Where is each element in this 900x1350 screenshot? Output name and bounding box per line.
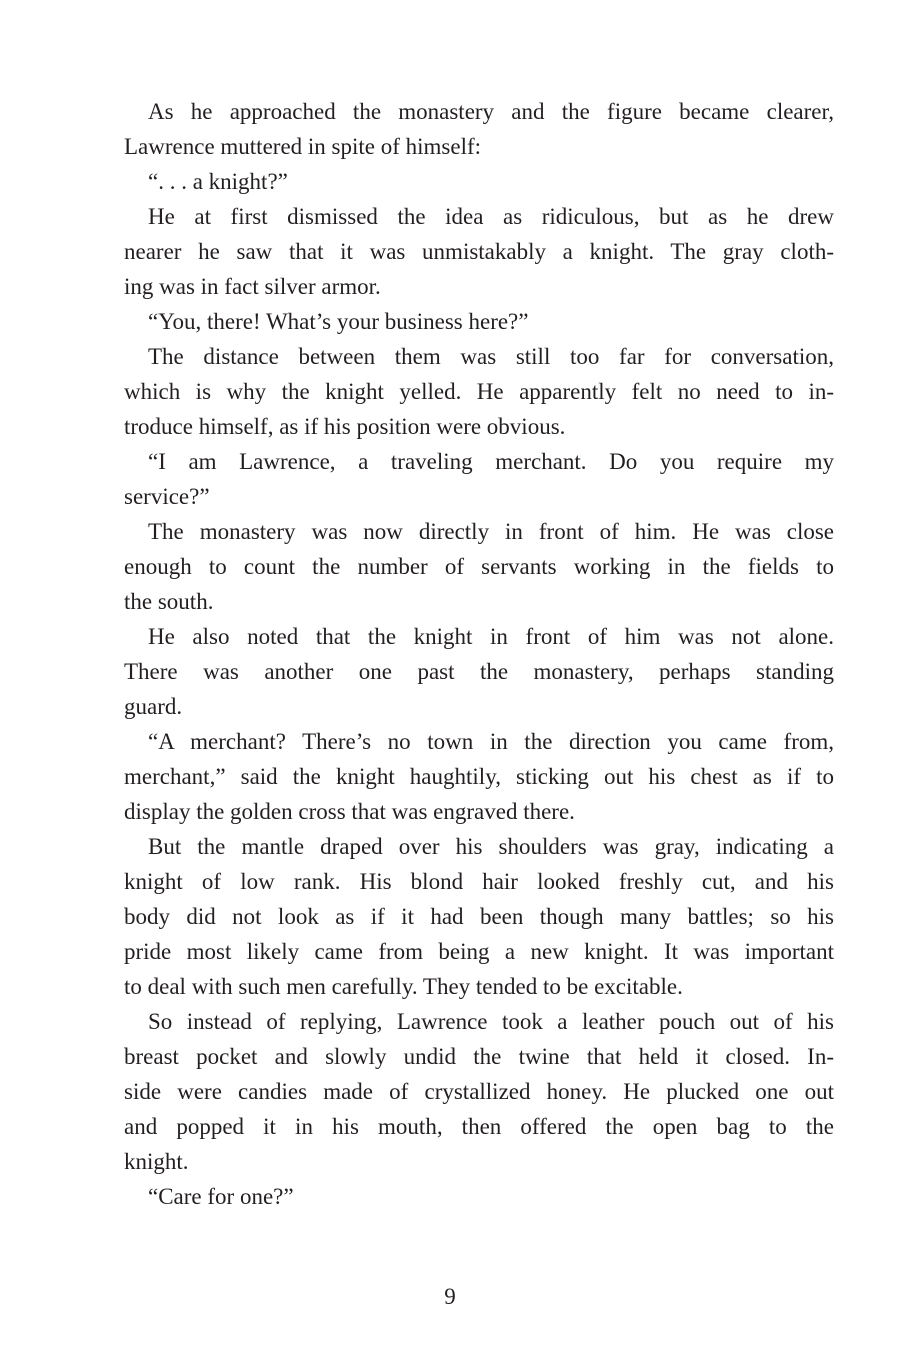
paragraph <box>124 444 834 514</box>
text-line: nearer he saw that it was unmistakably a knight. The gray cloth- <box>124 239 834 264</box>
text-line: breast pocket and slowly undid the twine that held it closed. In- <box>124 1044 834 1069</box>
text-line: As he approached the monastery and the figure became clearer, <box>148 99 834 124</box>
page-number: 9 <box>444 1284 456 1309</box>
text-line: “I am Lawrence, a traveling merchant. Do you require my <box>148 449 834 474</box>
text-line: There was another one past the monastery, perhaps standing <box>124 659 834 684</box>
text-line: body did not look as if it had been though many battles; so his <box>124 904 834 929</box>
text-line: troduce himself, as if his position were obvious. <box>124 414 566 439</box>
text-line: enough to count the number of servants working in the fields to <box>124 554 834 579</box>
text-line: knight. <box>124 1149 189 1174</box>
page-body-text <box>124 94 834 1214</box>
text-line: guard. <box>124 694 183 719</box>
text-line: the south. <box>124 589 214 614</box>
text-line: and popped it in his mouth, then offered the open bag to the <box>124 1114 834 1139</box>
paragraph <box>124 1179 834 1214</box>
paragraph <box>124 164 834 199</box>
text-line: He at first dismissed the idea as ridiculous, but as he drew <box>148 204 834 229</box>
text-line: service?” <box>124 484 210 509</box>
paragraph <box>124 829 834 1004</box>
text-line: “You, there! What’s your business here?” <box>148 309 529 334</box>
paragraph <box>124 724 834 829</box>
text-line: So instead of replying, Lawrence took a leather pouch out of his <box>148 1009 834 1034</box>
text-line: ing was in fact silver armor. <box>124 274 381 299</box>
paragraph <box>124 304 834 339</box>
text-line: The distance between them was still too far for conversation, <box>148 344 834 369</box>
paragraph <box>124 94 834 164</box>
text-line: “A merchant? There’s no town in the direction you came from, <box>148 729 834 754</box>
text-line: But the mantle draped over his shoulders was gray, indicating a <box>148 834 834 859</box>
text-line: knight of low rank. His blond hair looked freshly cut, and his <box>124 869 834 894</box>
text-line: Lawrence muttered in spite of himself: <box>124 134 482 159</box>
paragraph <box>124 1004 834 1179</box>
text-line: side were candies made of crystallized honey. He plucked one out <box>124 1079 834 1104</box>
text-line: pride most likely came from being a new knight. It was important <box>124 939 834 964</box>
text-line: The monastery was now directly in front of him. He was close <box>148 519 834 544</box>
text-line: “. . . a knight?” <box>148 169 288 194</box>
paragraph <box>124 514 834 619</box>
text-line: He also noted that the knight in front of him was not alone. <box>148 624 834 649</box>
text-line: which is why the knight yelled. He apparently felt no need to in- <box>124 379 834 404</box>
paragraph <box>124 619 834 724</box>
text-line: display the golden cross that was engraved there. <box>124 799 575 824</box>
paragraph <box>124 199 834 304</box>
text-line: to deal with such men carefully. They tended to be excitable. <box>124 974 683 999</box>
paragraph <box>124 339 834 444</box>
text-line: merchant,” said the knight haughtily, sticking out his chest as if to <box>124 764 834 789</box>
text-line: “Care for one?” <box>148 1184 294 1209</box>
